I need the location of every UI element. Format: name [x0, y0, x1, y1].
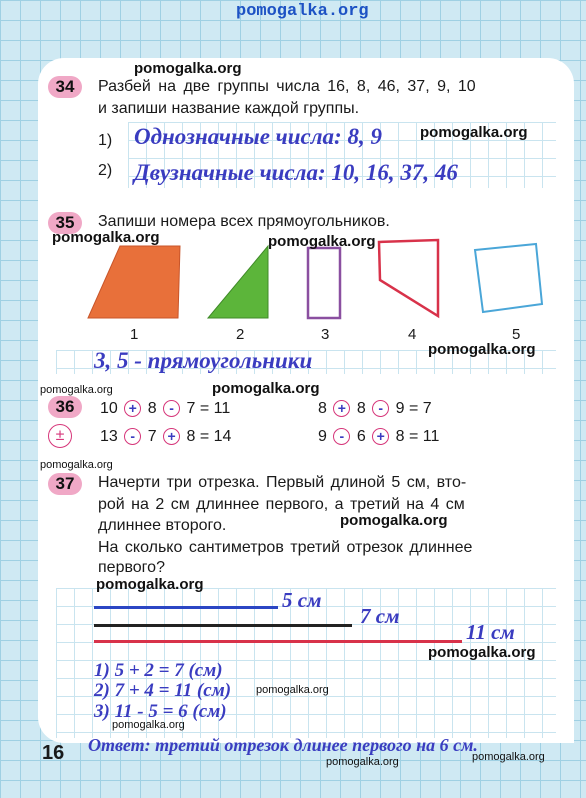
task35-line1: Запиши номера всех прямоугольников.: [98, 213, 390, 230]
watermark: pomogalka.org: [112, 719, 185, 731]
operand: 8: [147, 400, 157, 417]
minus-sign: -: [163, 400, 180, 417]
operand: 7: [147, 428, 157, 445]
operand-result: 9 = 7: [395, 400, 432, 417]
segment-red: [94, 640, 462, 643]
task35-answer: 3, 5 - прямоугольники: [94, 348, 313, 373]
equation-1: [100, 400, 230, 418]
task-number-34: 34: [48, 76, 82, 98]
watermark: pomogalka.org: [40, 459, 113, 471]
minus-sign: -: [124, 428, 141, 445]
operand: 9: [318, 428, 327, 445]
minus-sign: -: [333, 428, 350, 445]
operand-result: 7 = 11: [186, 400, 231, 417]
plus-minus-icon: ±: [48, 424, 72, 448]
watermark: pomogalka.org: [326, 756, 399, 768]
task-number-36: 36: [48, 396, 82, 418]
solution-step-2: 2) 7 + 4 = 11 (см): [94, 680, 232, 701]
shape-label-1: 1: [130, 326, 139, 343]
task34-line1: Разбей на две группы числа 16, 8, 46, 37, 9, 10: [98, 78, 476, 95]
plus-sign: +: [124, 400, 141, 417]
operand: 8: [318, 400, 327, 417]
task37-line2: рой на 2 см длиннее первого, а третий на 4 см: [98, 496, 465, 513]
solution-step-1: 1) 5 + 2 = 7 (см): [94, 660, 223, 681]
watermark: pomogalka.org: [96, 576, 204, 593]
site-watermark-top: pomogalka.org: [236, 2, 369, 21]
watermark: pomogalka.org: [268, 233, 376, 250]
task37-line3: длиннее второго.: [98, 517, 227, 534]
operand-result: 8 = 11: [395, 428, 440, 445]
task37-line5: первого?: [98, 559, 165, 576]
operand: 13: [100, 428, 118, 445]
segment-red-label: 11 см: [466, 620, 515, 644]
task34-index1: 1): [98, 132, 113, 149]
watermark: pomogalka.org: [428, 644, 536, 661]
operand: 8: [356, 400, 366, 417]
watermark: pomogalka.org: [420, 124, 528, 141]
shape-label-3: 3: [321, 326, 330, 343]
task-number-37: 37: [48, 473, 82, 495]
plus-sign: +: [372, 428, 389, 445]
minus-sign: -: [372, 400, 389, 417]
shape-2-triangle: [208, 246, 268, 318]
equation-2: [318, 400, 432, 418]
watermark: pomogalka.org: [52, 229, 160, 246]
plus-sign: +: [333, 400, 350, 417]
task37-answer: Ответ: третий отрезок длинее первого на 6 см.: [88, 735, 478, 755]
operand: 10: [100, 400, 118, 417]
shape-label-4: 4: [408, 326, 417, 343]
plus-sign: +: [163, 428, 180, 445]
task37-line1: Начерти три отрезка. Первый длиной 5 см, вто-: [98, 474, 467, 491]
segment-blue: [94, 606, 278, 609]
shape-5-square: [475, 244, 542, 312]
task34-answer1: Однозначные числа: 8, 9: [134, 124, 382, 149]
watermark: pomogalka.org: [40, 384, 113, 396]
watermark: pomogalka.org: [340, 512, 448, 529]
watermark: pomogalka.org: [212, 380, 320, 397]
operand: 6: [356, 428, 366, 445]
watermark: pomogalka.org: [428, 341, 536, 358]
equation-3: [100, 428, 231, 446]
shape-label-5: 5: [512, 326, 521, 343]
task34-answer2: Двузначные числа: 10, 16, 37, 46: [134, 160, 458, 185]
task34-index2: 2): [98, 162, 113, 179]
shape-4-quadrilateral: [379, 240, 438, 316]
page-number: 16: [42, 742, 65, 764]
segment-black-label: 7 см: [360, 604, 400, 628]
operand-result: 8 = 14: [186, 428, 232, 445]
shape-label-2: 2: [236, 326, 245, 343]
shape-3-rectangle: [308, 248, 340, 318]
shape-1-trapezoid: [88, 246, 180, 318]
watermark: pomogalka.org: [256, 684, 329, 696]
task34-line2: и запиши название каждой группы.: [98, 100, 360, 117]
task-number-35: 35: [48, 212, 82, 234]
equation-4: [318, 428, 439, 446]
watermark: pomogalka.org: [134, 60, 242, 77]
task37-line4: На сколько сантиметров третий отрезок длиннее: [98, 539, 473, 556]
solution-step-3: 3) 11 - 5 = 6 (см): [94, 701, 227, 722]
segment-blue-label: 5 см: [282, 588, 322, 612]
watermark: pomogalka.org: [472, 751, 545, 763]
segment-black: [94, 624, 352, 627]
